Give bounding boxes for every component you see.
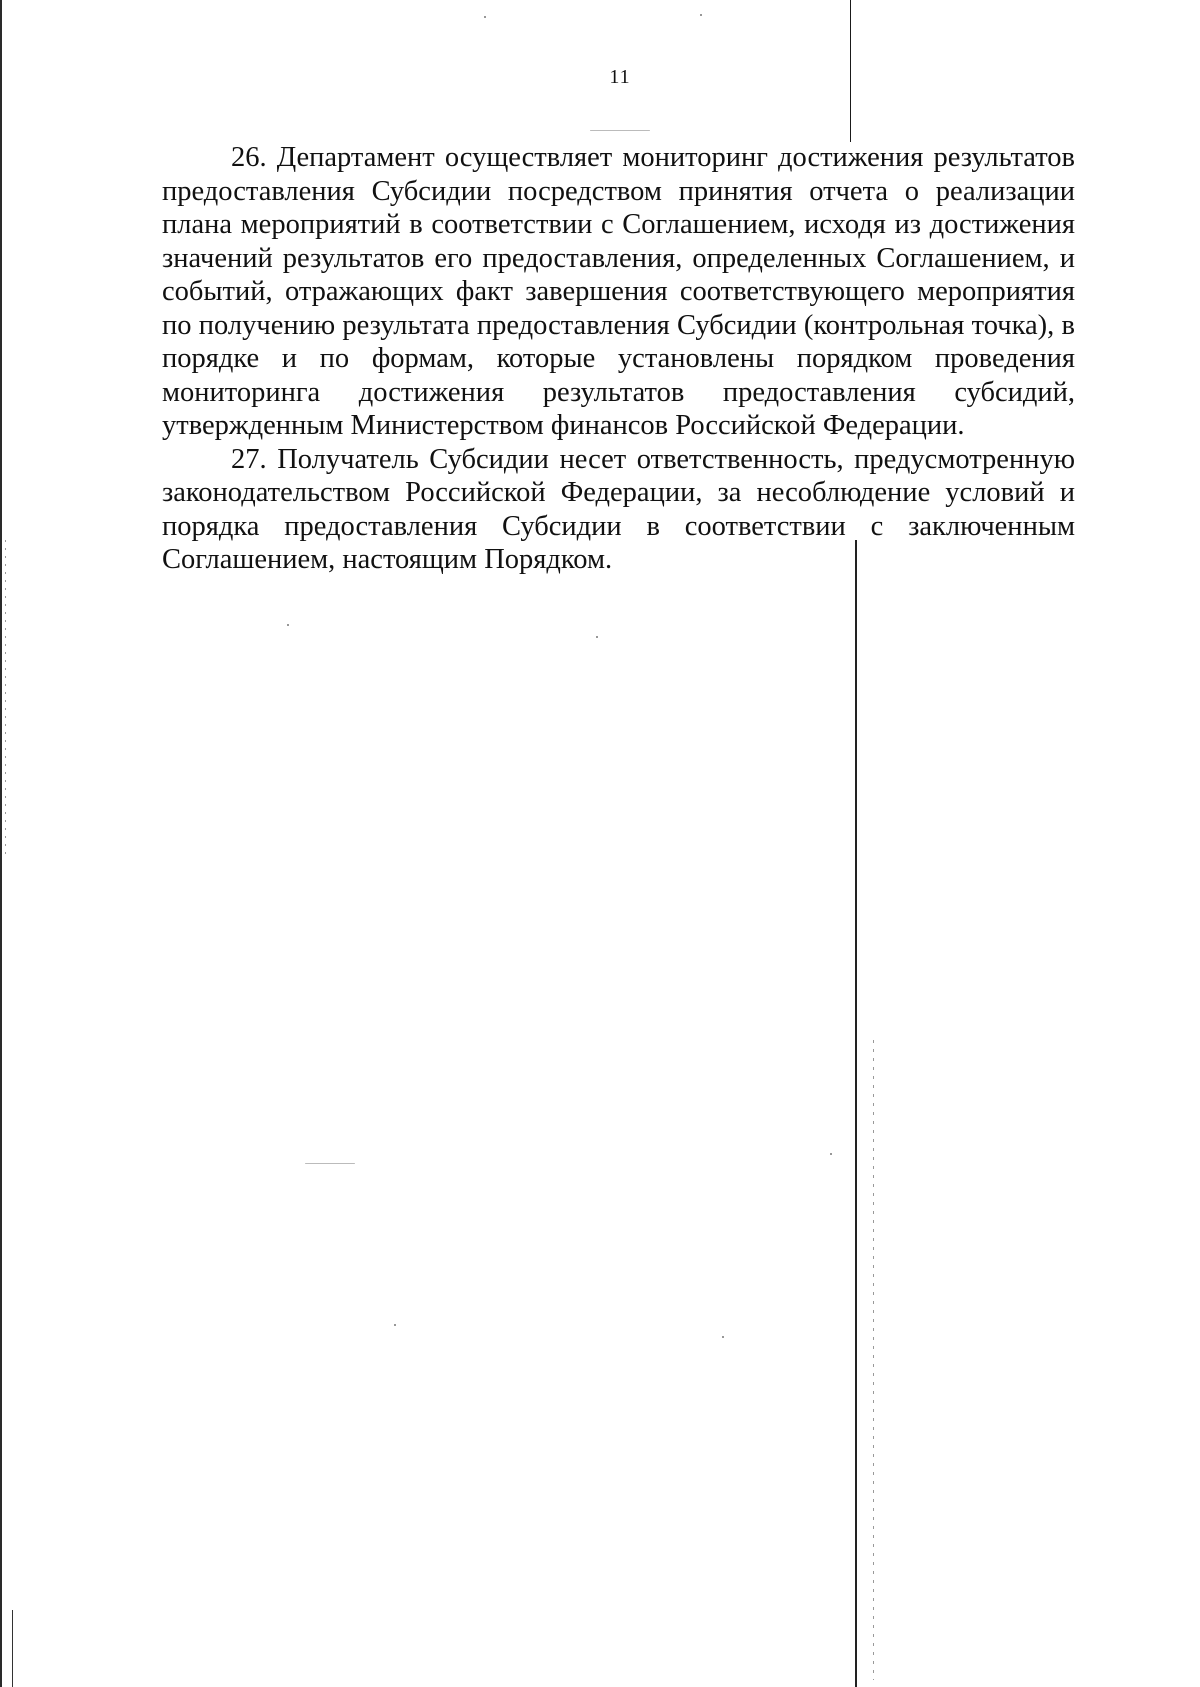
paragraph-27: 27. Получатель Субсидии несет ответственность, предусмотренную законодательством Российской Федерации, за несоблюдение условий и порядка предоставления Субсидии в соответствии с заключенным Соглашением, настоящим Порядком. [162, 443, 1075, 575]
paragraph-26: 26. Департамент осуществляет мониторинг достижения результатов предоставления Субсидии посредством принятия отчета о реализации плана мероприятий в соответствии с Соглашением, исходя из достижения значений результатов его предоставления, определенных Соглашением, и событий, отражающих факт завершения соответствующего мероприятия по получению результата предоставления Субсидии (контрольная точка), в порядке и по формам, которые установлены порядком проведения мониторинга достижения результатов предоставления субсидий, утвержденным Министерством финансов Российской Федерации. [162, 142, 1075, 441]
document-body [162, 141, 1075, 577]
scan-speck [305, 1163, 355, 1164]
scan-speck [394, 1324, 396, 1326]
scan-speck [484, 16, 486, 18]
scan-speck [287, 624, 289, 626]
scan-artifact-line [855, 540, 857, 1687]
scan-speck [590, 130, 650, 131]
scan-speck [596, 636, 598, 638]
scan-artifact-line [873, 1040, 874, 1680]
page-number: 11 [609, 66, 631, 88]
scan-speck [700, 14, 702, 16]
scan-edge-line [0, 0, 2, 1687]
scan-speck [830, 1153, 832, 1155]
scan-speck [722, 1336, 724, 1338]
scan-artifact-line [5, 540, 6, 860]
scan-artifact-line [12, 1610, 13, 1687]
